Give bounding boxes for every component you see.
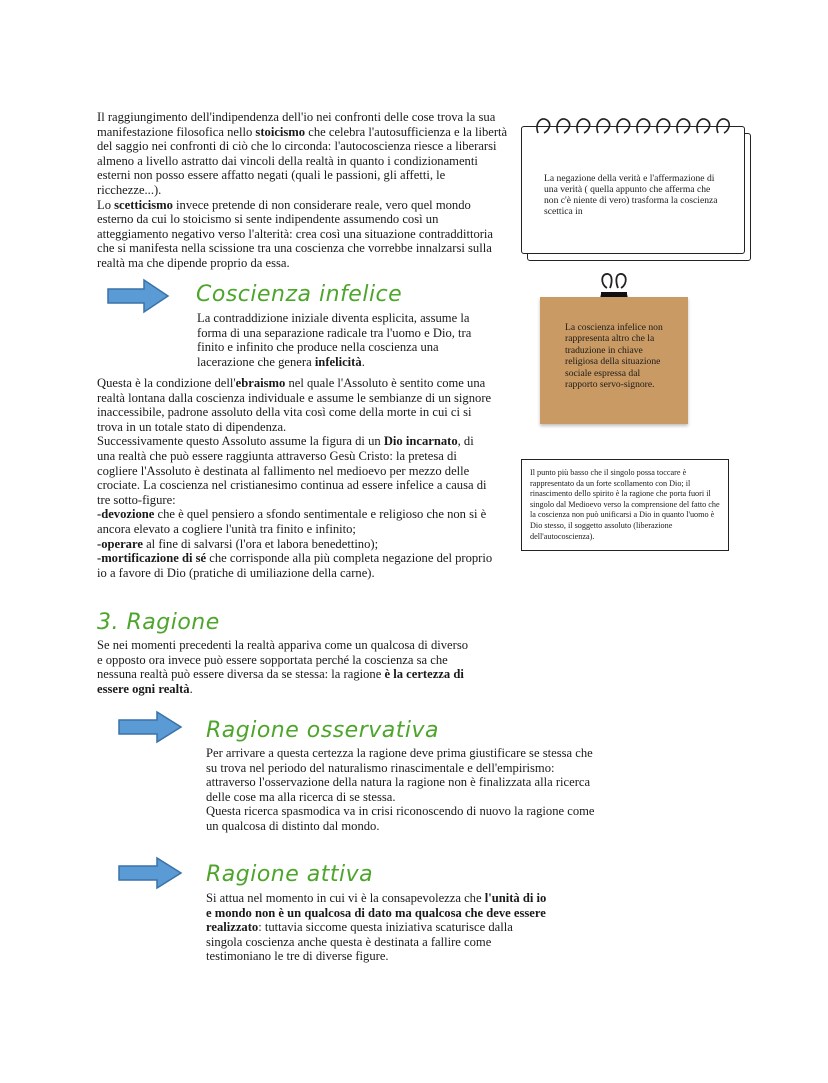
intro-text <box>97 110 509 271</box>
arrow-right-icon <box>106 278 170 314</box>
osservativa-body <box>206 746 598 834</box>
stoicismo-term: stoicismo <box>255 124 306 139</box>
ragione-attiva-heading: Ragione attiva <box>206 862 374 887</box>
osservativa-paragraph-2: Questa ricerca spasmodica va in crisi riconoscendo di nuovo la ragione come un qualcosa di distinto dal mondo. <box>206 804 595 833</box>
ebraismo-term: ebraismo <box>235 376 286 390</box>
attiva-body <box>206 891 552 964</box>
notebook-note <box>521 126 745 254</box>
ragione-osservativa-heading: Ragione osservativa <box>206 718 439 743</box>
dio-incarnato-paragraph: Successivamente questo Assoluto assume la figura di un Dio incarnato, di una realtà che può essere raggiunta attraverso Gesù Cristo: la pretesa di cogliere l'Assoluto è destinata al fallimento nel medioevo per mezzo delle crociate. La coscienza nel cristianesimo continua ad essere infelice a causa di tre sotto-figure: <box>97 434 487 507</box>
coscienza-paragraph: La contraddizione iniziale diventa esplicita, assume la forma di una separazione radicale tra l'uomo e Dio, tra finito e infinito che produce nella coscienza una lacerazione che genera infelicità. <box>197 311 472 369</box>
infelicita-term: infelicità <box>314 354 362 369</box>
notebook-text: La negazione della verità e l'affermazione di una verità ( quella appunto che afferma che non c'è niente di vero) trasforma la coscienza scettica in <box>544 173 718 217</box>
boxed-note-text: Il punto più basso che il singolo possa toccare è rappresentato da un forte scollamento con Dio; il rinascimento dello spirito è la ragione che porta fuori il singolo dal Medioevo verso la comprensione del fatto che la coscienza non può unificarsi a Dio in quanto l'uomo è Dio stesso, il soggetto assoluto (liberazione dell'autocoscienza). <box>530 468 720 541</box>
ragione-paragraph: Se nei momenti precedenti la realtà appariva come un qualcosa di diverso e opposto ora invece può essere sopportata perché la coscienza sa che nessuna realtà può essere diversa da se stessa: la ragione è la certezza di essere ogni realtà. <box>97 638 469 696</box>
certezza-term: è la certezza di essere ogni realtà <box>97 667 464 696</box>
coscienza-infelice-heading: Coscienza infelice <box>196 282 403 307</box>
sticky-note <box>540 297 688 424</box>
coscienza-intro <box>197 311 482 369</box>
arrow-right-icon <box>117 856 183 890</box>
stoicismo-paragraph: Il raggiungimento dell'indipendenza dell'io nei confronti delle cose trova la sua manifestazione filosofica nello stoicismo che celebra l'autosufficienza e la libertà del saggio nei confronti di ciò che lo circonda: l'autocoscienza riesce a liberarsi almeno a livello astratto dai vincoli della realtà in quanto i condizionamenti esterni non posso essere affatto negati (quali le passioni, gli affetti, le ricchezze...). <box>97 110 508 197</box>
boxed-note <box>521 459 729 551</box>
devozione-item: -devozione che è quel pensiero a sfondo sentimentale e religioso che non si è ancora elevato a cogliere l'unità tra finito e infinito; <box>97 507 487 536</box>
dio-incarnato-term: Dio incarnato <box>383 434 458 449</box>
osservativa-paragraph: Per arrivare a questa certezza la ragione deve prima giustificare se stessa che su trova nel periodo del naturalismo rinascimentale e dell'empirismo: attraverso l'osservazione della natura la ragione non è finalizzata alla ricerca delle cose ma alla ricerca di se stessa. <box>206 746 593 804</box>
arrow-right-icon <box>117 710 183 744</box>
scetticismo-term: scetticismo <box>114 197 173 212</box>
ragione-heading: 3. Ragione <box>97 610 220 635</box>
attiva-paragraph: Si attua nel momento in cui vi è la consapevolezza che l'unità di io e mondo non è un qualcosa di dato ma qualcosa che deve essere realizzato: tuttavia siccome questa iniziativa scaturisce dalla singola coscienza anche questa è destinata a fallire come testimoniano le tre di diverse figure. <box>206 891 547 964</box>
ebraismo-paragraph: Questa è la condizione dell'ebraismo nel quale l'Assoluto è sentito come una realtà lontana dalla coscienza individuale e assume le sembianze di un signore inaccessibile, padrone assoluto della vita così come della morte in cui ci si trova in un totale stato di dipendenza. <box>97 376 492 434</box>
ragione-body <box>97 638 469 696</box>
sticky-note-text: La coscienza infelice non rappresenta altro che la traduzione in chiave religiosa della situazione sociale espressa dal rapporto servo-signore. <box>565 322 663 391</box>
scetticismo-paragraph: Lo scetticismo invece pretende di non considerare reale, vero quel mondo esterno da cui lo stoicismo si sente indipendente assumendo così un atteggiamento negativo verso l'alterità: crea così una situazione contraddittoria che si manifesta nella scissione tra una coscienza che vorrebbe innalzarsi sulla realtà ma che dipende proprio da essa. <box>97 197 494 270</box>
spiral-binding-icon <box>532 113 732 141</box>
operare-item: -operare al fine di salvarsi (l'ora et labora benedettino); <box>97 536 379 551</box>
coscienza-body <box>97 376 495 580</box>
unita-term: l'unità di io e mondo non è un qualcosa di dato ma qualcosa che deve essere realizzato <box>206 891 547 935</box>
mortificazione-item: -mortificazione di sé che corrisponde alla più completa negazione del proprio io a favore di Dio (pratiche di umiliazione della carne). <box>97 551 493 580</box>
